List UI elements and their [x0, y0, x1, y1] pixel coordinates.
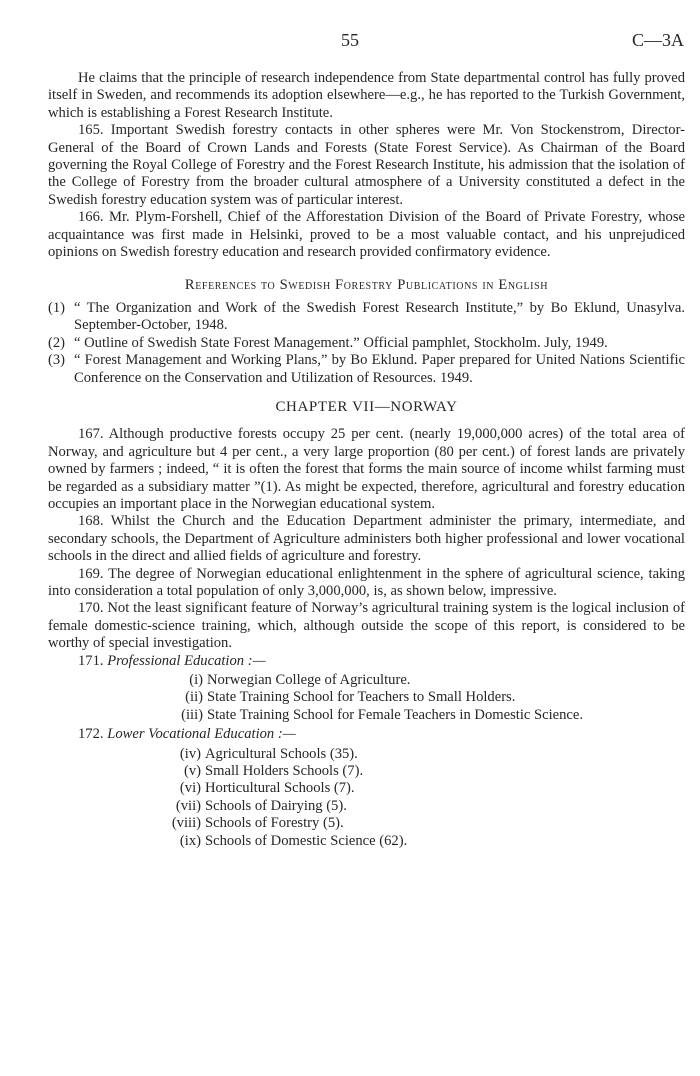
reference-number: (1) [48, 299, 66, 316]
reference-number: (3) [48, 352, 66, 369]
list-item [48, 815, 685, 832]
paragraph-168: 168. Whilst the Church and the Education Department administer the primary, intermediate, and secondary schools, the Department of Agriculture administers both higher professional and lower vocational schools in the direct and allied fields of agriculture and forestry. [48, 513, 685, 565]
paragraph-170: 170. Not the least significant feature of Norway’s agricultural training system is the logical inclusion of female domestic-science training, which, although outside the scope of this report, is considered to be worthy of special investigation. [48, 600, 685, 652]
paragraph-167: 167. Although productive forests occupy 25 per cent. (nearly 19,000,000 acres) of the total area of Norway, and agriculture but 4 per cent., a very large proportion (80 per cent.) of forest lands are privately owned by farmers ; indeed, “ it is often the forest that forms the main source of income whilst farming must be regarded as a subsidiary matter ”(1). As might be expected, therefore, agricultural and forestry education occupies an important place in the Norwegian educational system. [48, 426, 685, 512]
chapter-title: CHAPTER VII—NORWAY [275, 398, 458, 415]
reference-item [48, 352, 685, 387]
paragraph-171-heading [48, 653, 685, 670]
reference-text: “ Outline of Swedish State Forest Management.” Official pamphlet, Stockholm. July, 1949. [74, 334, 608, 351]
list-item [48, 798, 685, 815]
list-item [48, 780, 685, 797]
paragraph-171-label: Professional Education :— [107, 652, 266, 669]
list-item-text: Schools of Forestry (5). [205, 815, 344, 832]
list-item-text: State Training School for Female Teachers in Domestic Science. [207, 706, 584, 723]
list-item-text: Horticultural Schools (7). [205, 780, 355, 797]
references-list [48, 300, 685, 387]
list-item-number: (ii) [185, 689, 203, 706]
list-item-text: Small Holders Schools (7). [205, 763, 364, 780]
list-item-text: Schools of Dairying (5). [205, 797, 347, 814]
list-item-number: (iii) [181, 706, 203, 723]
list-item-number: (vi) [179, 780, 201, 797]
list-item [48, 672, 685, 689]
list-item [48, 833, 685, 850]
paragraph-166: 166. Mr. Plym-Forshell, Chief of the Afforestation Division of the Board of Private Forestry, whose acquaintance was first made in Helsinki, proved to be a most valuable contact, and his unprejudiced opinions on Swedish forestry education and research provided confirmatory evidence. [48, 209, 685, 261]
list-item-text: Schools of Domestic Science (62). [205, 832, 408, 849]
paragraph-continuation: He claims that the principle of research independence from State departmental control has fully proved itself in Sweden, and recommends its adoption elsewhere—e.g., he has reported to the Turkish Government, which is establishing a Forest Research Institute. [48, 70, 685, 121]
reference-item [48, 335, 685, 352]
reference-text: “ Forest Management and Working Plans,” by Bo Eklund. Paper prepared for United Nations Scientific Conference on the Conservation and Utilization of Resources. 1949. [74, 352, 685, 386]
list-item [48, 763, 685, 780]
list-item [48, 689, 685, 706]
document-code: C—3A [631, 30, 684, 50]
list-item-number: (v) [183, 763, 201, 780]
list-item-number: (ix) [179, 832, 201, 849]
list-item-number: (vii) [175, 797, 201, 814]
reference-number: (2) [48, 334, 66, 351]
paragraph-172-label: Lower Vocational Education :— [107, 726, 296, 743]
list-item-number: (i) [189, 672, 203, 688]
paragraph-165: 165. Important Swedish forestry contacts in other spheres were Mr. Von Stockenstrom, Director-General of the Board of Crown Lands and Forests (State Forest Service). As Chairman of the Board governing the Royal College of Forestry and the Forest Research Institute, his admission that the isolation of the College of Forestry from the broader cultural atmosphere of a University constituted a defect in the Swedish forestry education system was of particular interest. [48, 122, 685, 208]
list-item-number: (iv) [179, 745, 201, 762]
page-content [48, 70, 685, 850]
page-number: 55 [341, 30, 359, 50]
paragraph-172-number: 172. [78, 726, 104, 743]
list-item-number: (viii) [171, 815, 201, 832]
references-heading: References to Swedish Forestry Publications in English [184, 277, 549, 294]
list-item-text: Norwegian College of Agriculture. [207, 672, 411, 688]
list-item [48, 707, 685, 724]
paragraph-171-number: 171. [78, 652, 104, 669]
reference-text: “ The Organization and Work of the Swedish Forest Research Institute,” by Bo Eklund, Unasylva. September-October, 1948. [74, 299, 685, 334]
paragraph-172-heading [48, 726, 685, 743]
vocational-education-list [48, 746, 685, 850]
reference-item [48, 300, 685, 335]
list-item-text: State Training School for Teachers to Small Holders. [207, 689, 516, 706]
list-item [48, 746, 685, 763]
paragraph-169: 169. The degree of Norwegian educational enlightenment in the sphere of agricultural science, taking into consideration a total population of only 3,000,000, is, as shown below, impressive. [48, 565, 685, 599]
professional-education-list [48, 672, 685, 724]
list-item-text: Agricultural Schools (35). [205, 745, 358, 762]
